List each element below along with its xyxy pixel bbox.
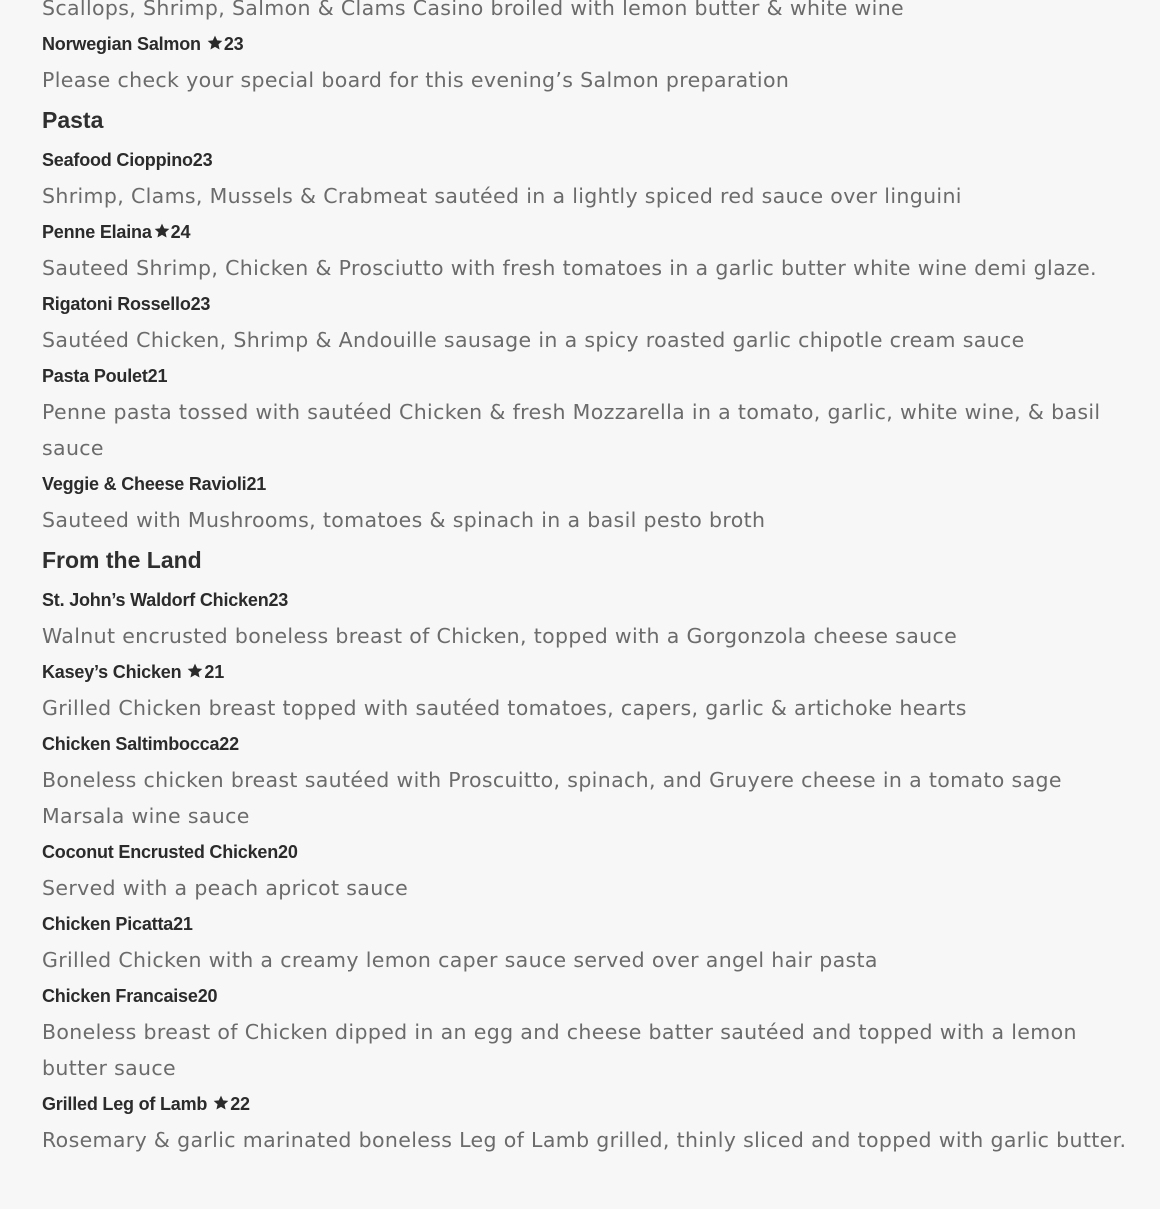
menu-item-title	[42, 654, 1136, 690]
item-name: Chicken Saltimbocca	[42, 734, 220, 754]
item-description: Shrimp, Clams, Mussels & Crabmeat sautéed in a lightly spiced red sauce over linguini	[42, 184, 962, 208]
item-description: Scallops, Shrimp, Salmon & Clams Casino broiled with lemon butter & white wine	[42, 0, 905, 20]
menu-item-title	[42, 906, 1136, 942]
item-description: Walnut encrusted boneless breast of Chicken, topped with a Gorgonzola cheese sauce	[42, 624, 958, 648]
item-description: Rosemary & garlic marinated boneless Leg of Lamb grilled, thinly sliced and topped with garlic butter.	[42, 1128, 1127, 1152]
item-name: Norwegian Salmon	[42, 34, 201, 54]
item-name: Penne Elaina	[42, 222, 152, 242]
menu-item-title	[42, 978, 1136, 1014]
star-icon	[206, 34, 224, 52]
menu-item-title	[42, 1086, 1136, 1122]
item-price: 20	[197, 986, 218, 1006]
menu-item-title	[42, 142, 1136, 178]
menu-item-title	[42, 286, 1136, 322]
item-price: 24	[170, 222, 191, 242]
item-description: Sauteed Shrimp, Chicken & Prosciutto with fresh tomatoes in a garlic butter white wine demi glaze.	[42, 256, 1097, 280]
item-name: Kasey’s Chicken	[42, 662, 182, 682]
item-price: 23	[223, 34, 244, 54]
item-price: 21	[173, 914, 193, 934]
item-description: Sautéed Chicken, Shrimp & Andouille sausage in a spicy roasted garlic chipotle cream sauce	[42, 328, 1025, 352]
item-description: Boneless breast of Chicken dipped in an egg and cheese batter sautéed and topped with a lemon butter sauce	[42, 1020, 1077, 1080]
item-price: 22	[219, 734, 239, 754]
menu-item-title	[42, 214, 1136, 250]
menu-item-title	[42, 582, 1136, 618]
item-description: Grilled Chicken with a creamy lemon caper sauce served over angel hair pasta	[42, 948, 878, 972]
star-icon	[186, 662, 204, 680]
item-price: 20	[278, 842, 298, 862]
item-price: 21	[246, 474, 267, 494]
menu-item-title	[42, 726, 1136, 762]
section-title-pasta: Pasta	[42, 107, 104, 133]
item-price: 22	[230, 1094, 250, 1114]
item-description: Sauteed with Mushrooms, tomatoes & spinach in a basil pesto broth	[42, 508, 766, 532]
menu-item-title	[42, 358, 1136, 394]
item-description: Please check your special board for this evening’s Salmon preparation	[42, 68, 790, 92]
menu-item-title	[42, 466, 1136, 502]
star-icon	[153, 222, 171, 240]
item-name: Veggie & Cheese Ravioli	[42, 474, 247, 494]
item-description: Boneless chicken breast sautéed with Proscuitto, spinach, and Gruyere cheese in a tomato sage Marsala wine sauce	[42, 768, 1062, 828]
item-description: Served with a peach apricot sauce	[42, 876, 409, 900]
item-name: Chicken Picatta	[42, 914, 174, 934]
item-name: Pasta Poulet	[42, 366, 148, 386]
item-price: 23	[268, 590, 289, 610]
item-name: Coconut Encrusted Chicken	[42, 842, 279, 862]
item-name: St. John’s Waldorf Chicken	[42, 590, 269, 610]
section-title-land: From the Land	[42, 547, 202, 573]
menu-item-title	[42, 26, 1136, 62]
item-price: 23	[192, 150, 213, 170]
item-description: Penne pasta tossed with sautéed Chicken & fresh Mozzarella in a tomato, garlic, white wine, & basil sauce	[42, 400, 1101, 460]
item-price: 21	[204, 662, 225, 682]
star-icon	[212, 1094, 230, 1112]
item-name: Seafood Cioppino	[42, 150, 193, 170]
item-name: Grilled Leg of Lamb	[42, 1094, 208, 1114]
item-price: 23	[190, 294, 211, 314]
item-name: Chicken Francaise	[42, 986, 198, 1006]
menu-item-title	[42, 834, 1136, 870]
item-name: Rigatoni Rossello	[42, 294, 191, 314]
item-description: Grilled Chicken breast topped with sautéed tomatoes, capers, garlic & artichoke hearts	[42, 696, 967, 720]
item-price: 21	[147, 366, 168, 386]
